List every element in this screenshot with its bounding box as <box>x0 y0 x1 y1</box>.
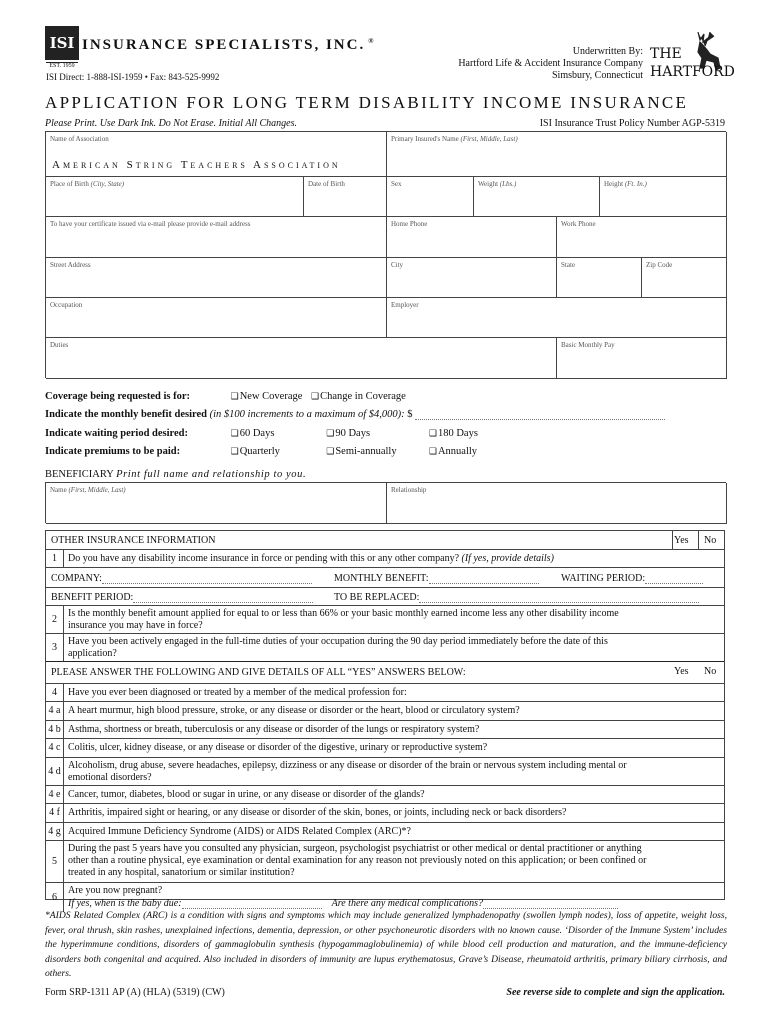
question-number: 4 <box>46 684 64 701</box>
footnote: *AIDS Related Complex (ARC) is a condition with signs and symptoms which may include generalized lymphadenopathy (swollen lymph nodes), loss of appetite, weight loss, fever, oral thrush, skin rashes, unexplained infections, dementia, depression, or other psychoneurotic disorders with no known cause. ‘Disorder of the Immune System’ includes the hyperimmune conditions, disorders of gammaglobulin synthesis (hypogammaglobulinemia) of while blood cell production and maturation, and the immune-deficiency disorders both congenital and acquired. Also included in disorders of immunity are lupus erythematosus, Grave’s Disease, rheumatoid arthritis, primary biliary cirrhosis, and others. <box>45 910 727 979</box>
company-name: INSURANCE SPECIALISTS, INC. ® <box>82 37 376 53</box>
company-input[interactable] <box>102 574 312 584</box>
90-days-checkbox[interactable]: ❑90 Days <box>326 428 371 439</box>
question-number: 6 <box>46 883 64 912</box>
medical-row-4c <box>46 738 724 757</box>
question-number: 4 c <box>46 739 64 757</box>
dob-field[interactable]: Date of Birth <box>304 177 387 217</box>
annual-checkbox[interactable]: ❑Annually <box>428 446 478 457</box>
pay-field[interactable]: Basic Monthly Pay <box>557 338 727 379</box>
company-row: COMPANY: MONTHLY BENEFIT: WAITING PERIOD: <box>46 567 724 587</box>
home-phone-field[interactable]: Home Phone <box>387 217 557 258</box>
semi-annual-checkbox[interactable]: ❑Semi-annually <box>326 446 397 457</box>
coverage-row: Coverage being requested is for: ❑New Coverage ❑Change in Coverage <box>45 391 406 402</box>
medical-row-4 <box>46 683 724 701</box>
relationship-field[interactable]: Relationship <box>387 483 727 524</box>
street-field[interactable]: Street Address <box>46 258 387 298</box>
medical-row-4f <box>46 803 724 822</box>
question-number: 4 g <box>46 823 64 840</box>
employer-field[interactable]: Employer <box>387 298 727 338</box>
hartford-logo <box>648 28 735 80</box>
medical-no-header: No <box>704 666 717 677</box>
question-text: Acquired Immune Deficiency Syndrome (AIDS) or AIDS Related Complex (ARC)*? <box>68 826 411 837</box>
q3-row: 3 Have you been actively engaged in the full-time duties of your occupation during the 90 day period immediately before the date of this application? <box>46 633 724 661</box>
change-coverage-checkbox[interactable]: ❑Change in Coverage <box>311 391 406 402</box>
zip-field[interactable]: Zip Code <box>642 258 727 298</box>
waiting-period-input[interactable] <box>645 574 703 584</box>
question-text: Have you ever been diagnosed or treated by a member of the medical profession for: <box>68 687 407 698</box>
question-number: 5 <box>46 841 64 882</box>
stag-icon <box>648 28 735 80</box>
question-text: Arthritis, impaired sight or hearing, or any disease or disorder of the skin, bones, or joints, including neck or back disorders? <box>68 807 567 818</box>
question-text: Alcoholism, drug abuse, severe headaches, epilepsy, dizziness or any disease or disorder of the brain or nervous system including mental or emotional disorders? <box>68 760 627 783</box>
q1-row: 1 Do you have any disability income insurance in force or pending with this or any other company? (If yes, provide details) <box>46 549 724 567</box>
medical-row-4g <box>46 822 724 840</box>
premium-row: Indicate premiums to be paid: ❑Quarterly ❑Semi-annually ❑Annually <box>45 446 478 457</box>
benefit-period-input[interactable] <box>133 593 313 603</box>
insured-name-field[interactable]: Primary Insured's Name (First, Middle, Last) <box>387 132 727 177</box>
birthplace-field[interactable]: Place of Birth (City, State) <box>46 177 304 217</box>
other-no-header: No <box>704 535 717 546</box>
medical-header-row <box>46 661 724 683</box>
policy-number: ISI Insurance Trust Policy Number AGP-5319 <box>539 118 725 129</box>
benefit-period-row: BENEFIT PERIOD: TO BE REPLACED: <box>46 587 724 605</box>
instructions: Please Print. Use Dark Ink. Do Not Erase. Initial All Changes. <box>45 118 298 129</box>
waiting-row: Indicate waiting period desired: ❑60 Days ❑90 Days ❑180 Days <box>45 428 478 439</box>
medical-row-4b <box>46 720 724 738</box>
question-number: 4 d <box>46 758 64 785</box>
state-field[interactable]: State <box>557 258 642 298</box>
occupation-field[interactable]: Occupation <box>46 298 387 338</box>
height-field[interactable]: Height (Ft. In.) <box>600 177 727 217</box>
medical-row-4a <box>46 701 724 720</box>
beneficiary-grid <box>45 482 726 523</box>
question-text: Asthma, shortness or breath, tuberculosis or any disease or disorder of the lungs or respiratory system? <box>68 724 480 735</box>
q2-row: 2 Is the monthly benefit amount applied for equal to or less than 66% or your basic monthly earned income less any other disability income insurance you may have in force? <box>46 605 724 633</box>
medical-row-4d <box>46 757 724 785</box>
question-number: 4 e <box>46 786 64 803</box>
email-field[interactable]: To have your certificate issued via e-mail please provide e-mail address <box>46 217 387 258</box>
duties-field[interactable]: Duties <box>46 338 557 379</box>
svg-text:THE: THE <box>650 46 682 62</box>
benefit-input[interactable] <box>415 410 665 420</box>
medical-row-4e <box>46 785 724 803</box>
city-field[interactable]: City <box>387 258 557 298</box>
question-text: Colitis, ulcer, kidney disease, or any disease or disorder of the digestive, urinary or reproductive system? <box>68 742 488 753</box>
contact-info: ISI Direct: 1-888-ISI-1959 • Fax: 843-525-9992 <box>46 72 220 82</box>
medical-row-5 <box>46 840 724 882</box>
monthly-benefit-input[interactable] <box>429 574 539 584</box>
est-label: EST. 1959 <box>46 62 78 69</box>
question-number: 4 b <box>46 721 64 738</box>
replaced-input[interactable] <box>419 593 699 603</box>
new-coverage-checkbox[interactable]: ❑New Coverage <box>230 391 303 402</box>
question-number: 4 f <box>46 804 64 822</box>
weight-field[interactable]: Weight (Lbs.) <box>474 177 600 217</box>
sex-field[interactable]: Sex <box>387 177 474 217</box>
beneficiary-name-field[interactable]: Name (First, Middle, Last) <box>46 483 387 524</box>
quarterly-checkbox[interactable]: ❑Quarterly <box>230 446 280 457</box>
medical-header: PLEASE ANSWER THE FOLLOWING AND GIVE DETAILS OF ALL “YES” ANSWERS BELOW: <box>51 667 466 678</box>
60-days-checkbox[interactable]: ❑60 Days <box>230 428 275 439</box>
page-title: APPLICATION FOR LONG TERM DISABILITY INCOME INSURANCE <box>45 93 689 112</box>
question-text: Cancer, tumor, diabetes, blood or sugar in urine, or any disease or disorder of the glands? <box>68 789 425 800</box>
work-phone-field[interactable]: Work Phone <box>557 217 727 258</box>
question-number: 4 a <box>46 702 64 720</box>
due-date-input[interactable] <box>182 899 322 909</box>
medical-yes-header: Yes <box>674 666 689 677</box>
benefit-row: Indicate the monthly benefit desired (in $100 increments to a maximum of $4,000): $ <box>45 409 665 420</box>
association-value: American String Teachers Association <box>52 159 341 171</box>
other-yes-header: Yes <box>674 535 689 546</box>
complications-input[interactable] <box>483 899 618 909</box>
question-text: Are you now pregnant? <box>68 885 163 896</box>
underwritten-block: Underwritten By: Hartford Life & Accident Insurance Company Simsbury, Connecticut <box>458 46 643 81</box>
questions-table <box>45 530 725 909</box>
pregnancy-details: If yes, when is the baby due: Are there any medical complications? <box>68 898 618 909</box>
question-text: During the past 5 years have you consulted any physician, surgeon, psychologist psychiatrist or other medical or dental practitioner or anything other than a routine physical, eye examination or dental examination for any reason not previously noted on this application; or been confined or treated in any hospital, sanatorium or similar institution? <box>68 843 647 878</box>
medical-row-6 <box>46 882 724 912</box>
applicant-grid <box>45 131 726 378</box>
180-days-checkbox[interactable]: ❑180 Days <box>428 428 478 439</box>
reverse-note: See reverse side to complete and sign the application. <box>506 987 725 998</box>
association-field: Name of Association American String Teachers Association <box>46 132 387 177</box>
form-id: Form SRP-1311 AP (A) (HLA) (5319) (CW) <box>45 987 225 998</box>
svg-text:HARTFORD: HARTFORD <box>650 64 735 80</box>
beneficiary-heading: BENEFICIARY Print full name and relationship to you. <box>45 469 307 480</box>
other-insurance-header: OTHER INSURANCE INFORMATION <box>51 535 216 546</box>
isi-logo: ISI <box>45 26 79 60</box>
question-text: A heart murmur, high blood pressure, stroke, or any disease or disorder or the heart, blood or circulatory system? <box>68 705 520 716</box>
